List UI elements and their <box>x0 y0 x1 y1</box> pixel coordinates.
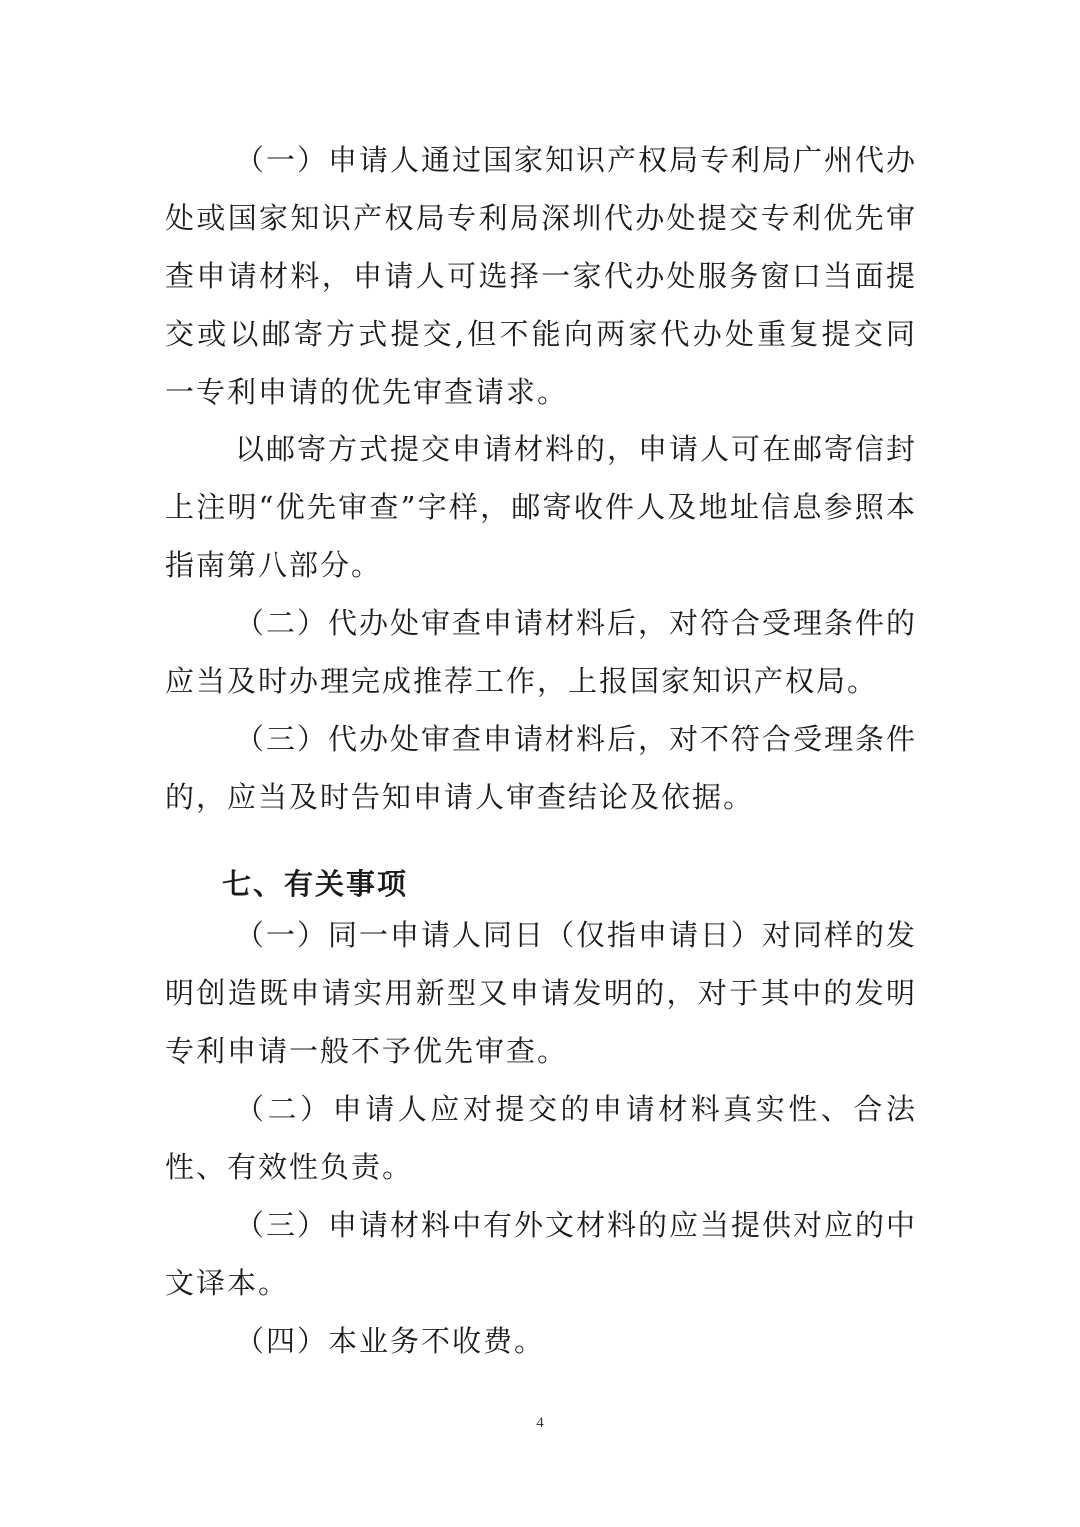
paragraph-agency-recommendation: （二）代办处审查申请材料后，对符合受理条件的应当及时办理完成推荐工作，上报国家知识产权局。 <box>165 606 918 698</box>
paragraph-same-day-application: （一）同一申请人同日（仅指申请日）对同样的发明创造既申请实用新型又申请发明的，对于其中的发明专利申请一般不予优先审查。 <box>165 918 918 1068</box>
paragraph-agency-rejection: （三）代办处审查申请材料后，对不符合受理条件的，应当及时告知申请人审查结论及依据。 <box>165 722 918 814</box>
paragraph-mail-submission: 以邮寄方式提交申请材料的，申请人可在邮寄信封上注明“优先审查”字样，邮寄收件人及地址信息参照本指南第八部分。 <box>165 432 918 582</box>
paragraph-applicant-responsibility: （二）申请人应对提交的申请材料真实性、合法性、有效性负责。 <box>165 1092 917 1184</box>
paragraph-submission-channels: （一）申请人通过国家知识产权局专利局广州代办处或国家知识产权局专利局深圳代办处提交专利优先审查申请材料，申请人可选择一家代办处服务窗口当面提交或以邮寄方式提交,但不能向两家代办处重复提交同一专利申请的优先审查请求。 <box>165 143 918 409</box>
paragraph-foreign-language-materials: （三）申请材料中有外文材料的应当提供对应的中文译本。 <box>165 1208 918 1300</box>
section-heading: 七、有关事项 <box>222 867 409 901</box>
page-number: 4 <box>536 1415 544 1431</box>
paragraph-no-fee: （四）本业务不收费。 <box>235 1324 546 1358</box>
